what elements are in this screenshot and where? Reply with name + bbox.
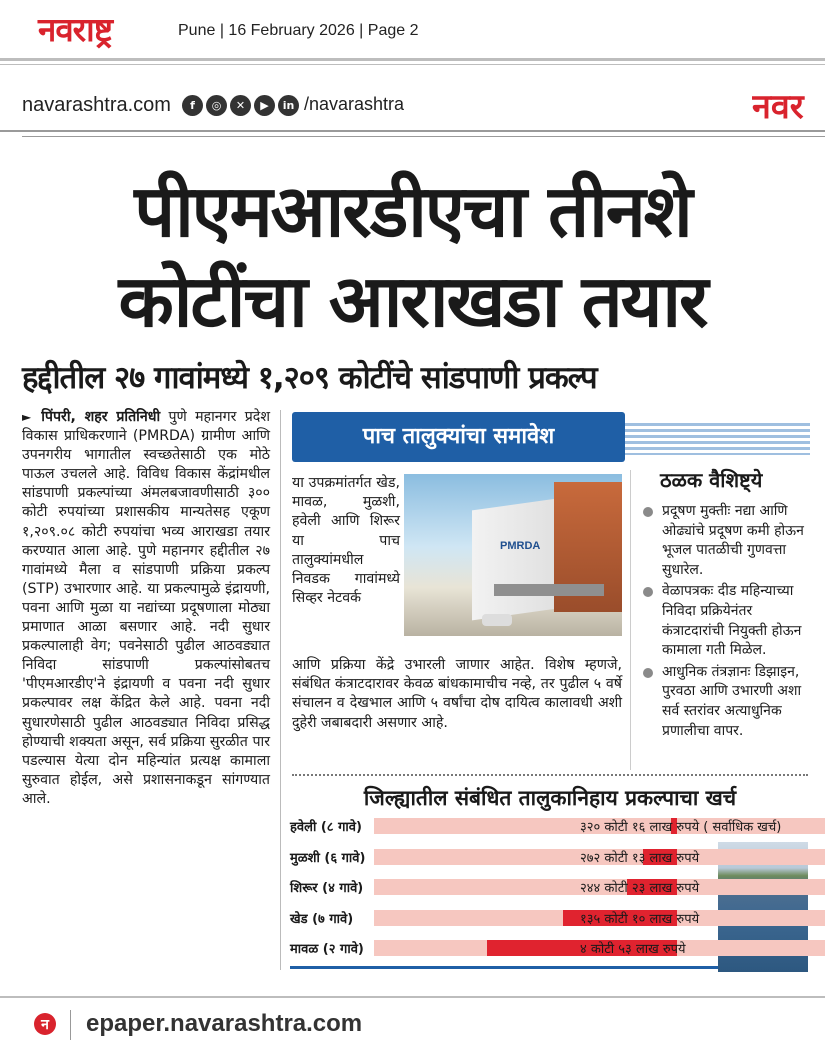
bar-value-label: ४ कोटी ५३ लाख रुपये	[580, 942, 686, 957]
feature-item	[640, 663, 810, 741]
story-byline: पिंपरी, शहर प्रतिनिधी	[41, 409, 161, 425]
photo-car	[482, 614, 512, 626]
site-name[interactable]: navarashtra.com	[22, 94, 171, 116]
cost-bar-chart	[290, 814, 810, 972]
photo-canopy	[494, 584, 604, 596]
bar-category-label: खेड (७ गावे)	[290, 911, 354, 927]
top-rule-thin	[0, 64, 825, 65]
bar-category-label: हवेली (८ गावे)	[290, 820, 362, 835]
story-body	[22, 408, 270, 809]
header-rule-thin	[22, 136, 825, 137]
column-divider	[280, 410, 281, 970]
linkedin-icon[interactable]: in	[278, 95, 299, 116]
box-title-band	[292, 412, 625, 462]
feature-item	[640, 502, 810, 580]
feature-text: वेळापत्रकः दीड महिन्याच्या निविदा प्रक्रियेनंतर कंत्राटदारांची नियुक्ती होऊन कामाला गती मिळेल.	[662, 583, 802, 659]
bullet-dot-icon	[643, 668, 653, 678]
footer-separator	[70, 1010, 71, 1040]
headline-line-1: पीएमआरडीएचा तीनशे	[134, 169, 691, 253]
brand-logo[interactable]: नवराष्ट्र	[38, 10, 112, 49]
decorative-stripes	[625, 423, 810, 455]
social-icons	[182, 95, 299, 116]
youtube-icon[interactable]: ▶	[254, 95, 275, 116]
bar-value-label: २७२ कोटी १३ लाख रुपये	[580, 850, 700, 866]
chart-baseline	[290, 966, 718, 969]
bar-category-label: मुळशी (६ गावे)	[290, 850, 366, 866]
pmrda-building-photo	[404, 474, 622, 636]
social-handle: /navarashtra	[304, 94, 405, 114]
chart-title: जिल्ह्यातील संबंधित तालुकानिहाय प्रकल्पाचा खर्च	[363, 786, 737, 810]
box-text-top: या उपक्रमांतर्गत खेड, मावळ, मुळशी, हवेली आणि शिरूर या पाच तालुक्यांमधील निवडक गावांमध्ये सिव्हर नेटवर्क	[292, 475, 400, 607]
footer-rule	[0, 996, 825, 998]
bar-value-label: २४४ कोटी २३ लाख रुपये	[580, 881, 700, 896]
bullet-dot-icon	[643, 507, 653, 517]
facebook-icon[interactable]: f	[182, 95, 203, 116]
feature-text: प्रदूषण मुक्तीः नद्या आणि ओढ्यांचे प्रदूषण कमी होऊन भूजल पातळीची गुणवत्ता सुधारेल.	[662, 503, 804, 578]
bar-value-label: ३२० कोटी १६ लाख रुपये ( सर्वाधिक खर्च)	[580, 820, 782, 835]
pmrda-logo: PMRDA	[500, 540, 541, 552]
top-rule	[0, 58, 825, 61]
brand-logo-right: नवर	[752, 87, 804, 127]
story-text: पुणे महानगर प्रदेश विकास प्राधिकरणाने (PMRDA) ग्रामीण आणि उपनगरीय भागातील स्वच्छतेसाठी एक मोठे पाऊल उचलले आहे. विविध विकास केंद्रांमधील सांडपाणी प्रकल्पांच्या अंमलबजावणीसाठी ३०० कोटी रुपयांच्या प्रशासकीय मान्यतेसह एकूण १,२०९.०८ कोटी रुपयांचा भव्य आराखडा तयार करण्यात आला आहे. पुणे महानगर हद्दीतील २७ गावांमध्ये मैला व सांडपाणी प्रक्रिया प्रकल्प (STP) उभारणार आहे. या प्रकल्पामुळे इंद्रायणी, पवना आणि मुळा या नद्यांच्या प्रदूषणाला मोठ्या प्रमाणात आळा बसणार आहे. नदी सुधार प्रकल्पालाही वेग; पवनेसाठी पुढील आठवड्यात निविदा सांडपाणी प्रकल्पांसोबतच 'पीएमआरडीए'ने इंद्रायणी व पवना नदी सुधार प्रकल्पावर लक्ष केंद्रित केले आहे. पवना नदी सुधारणेसाठी पुढील आठवड्यात निविदा प्रसिद्ध होण्याची शक्यता असून, सर्व प्रक्रिया सुरळीत पार पडल्यास येत्या दोन महिन्यांत प्रत्यक्ष कामाला सुरुवात होईल, असे प्रशासनाकडून सांगण्यात आले.	[22, 409, 270, 807]
instagram-icon[interactable]: ◎	[206, 95, 227, 116]
masthead	[0, 0, 825, 64]
dotted-separator	[292, 774, 808, 776]
bullet-arrow-icon: ►	[22, 410, 32, 424]
bar-category-label: मावळ (२ गावे)	[290, 942, 364, 957]
bar-value-label: १३५ कोटी १० लाख रुपये	[580, 911, 700, 927]
footer-url[interactable]: epaper.navarashtra.com	[86, 1010, 363, 1037]
header-rule	[0, 130, 825, 132]
x-icon[interactable]: ✕	[230, 95, 251, 116]
footer-logo-icon[interactable]: न	[34, 1013, 56, 1035]
feature-item	[640, 582, 810, 660]
features-title: ठळक वैशिष्ट्ये	[660, 468, 763, 492]
box-text-bottom: आणि प्रक्रिया केंद्रे उभारली जाणार आहेत. विशेष म्हणजे, संबंधित कंत्राटदारावर केवळ बांधकामाचीच नव्हे, तर पुढील ५ वर्षे संचालन व देखभाल आणि ५ वर्षांचा दोष दायित्व कालावधी अशी दुहेरी जबाबदारी असणार आहे.	[292, 657, 622, 731]
bar-category-label: शिरूर (४ गावे)	[290, 881, 364, 896]
feature-text: आधुनिक तंत्रज्ञानः डिझाइन, पुरवठा आणि उभारणी अशा सर्व स्तरांवर अत्याधुनिक प्रणालीचा वापर.	[662, 663, 802, 739]
features-divider	[630, 470, 631, 770]
box-title: पाच तालुक्यांचा समावेश	[362, 424, 555, 449]
subheadline: हद्दीतील २७ गावांमध्ये १,२०९ कोटींचे सांडपाणी प्रकल्प	[22, 360, 597, 396]
headline-line-2: कोटींचा आराखडा तयार	[118, 259, 707, 343]
edition-dateline: Pune | 16 February 2026 | Page 2	[178, 22, 419, 39]
bullet-dot-icon	[643, 587, 653, 597]
features-list	[640, 502, 810, 743]
